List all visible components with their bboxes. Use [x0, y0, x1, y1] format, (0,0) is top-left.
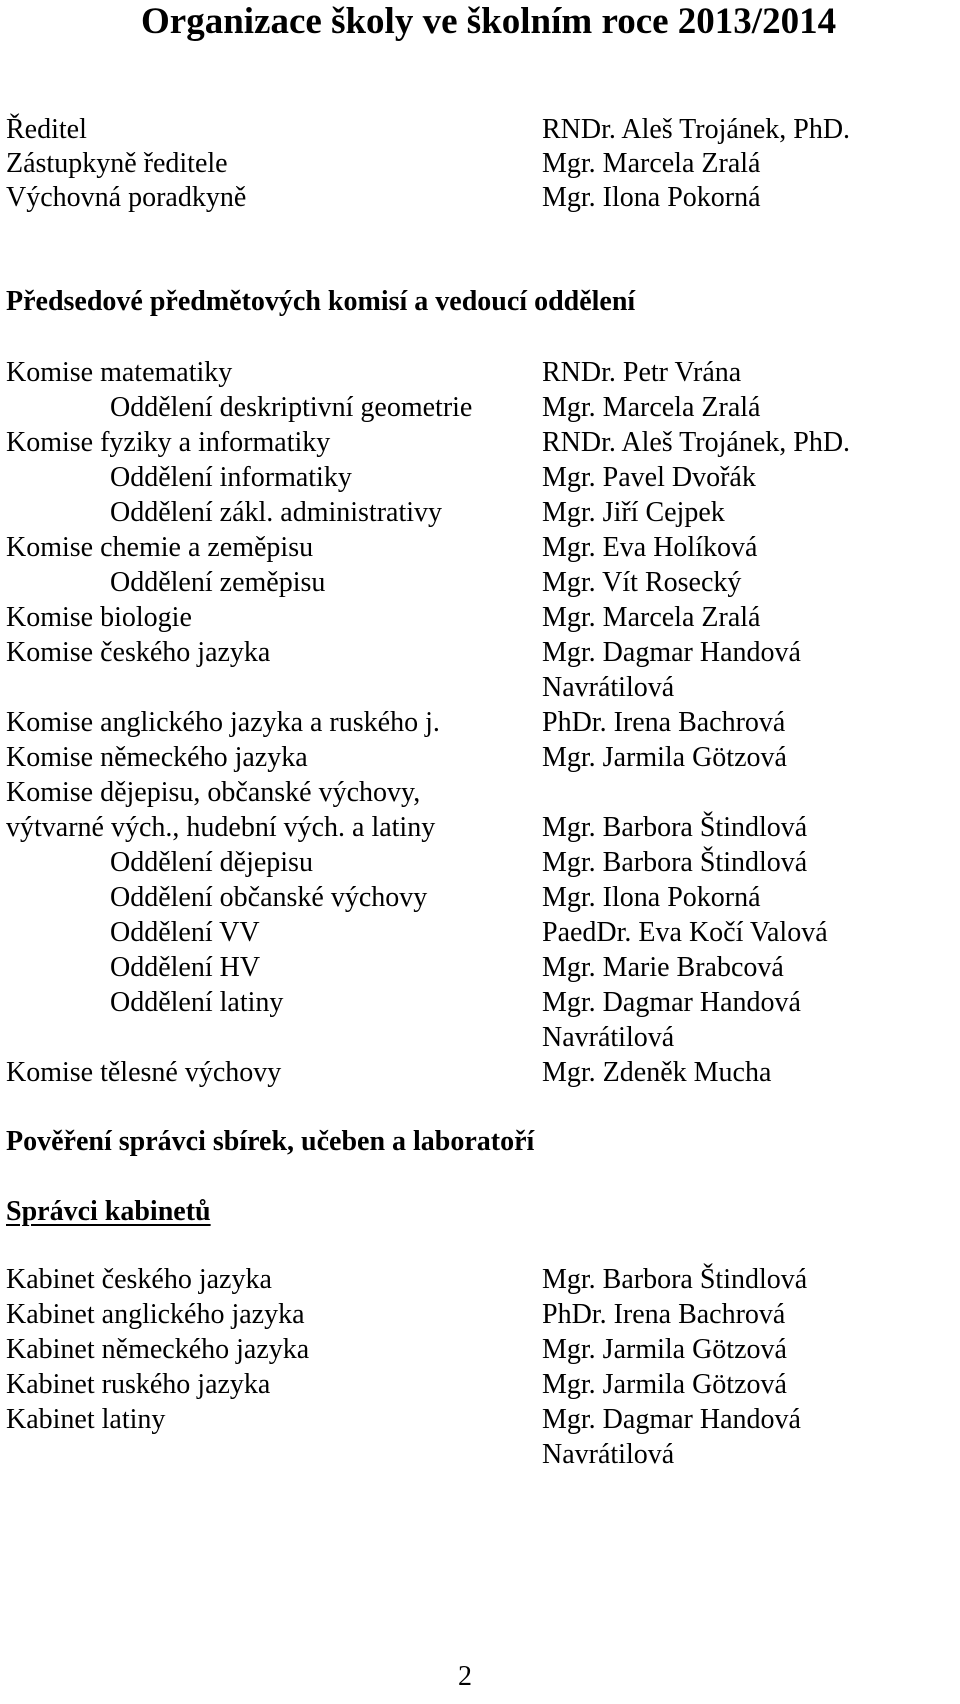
committee-name: Mgr. Marie Brabcová	[542, 952, 784, 983]
department-label: Oddělení zeměpisu	[110, 567, 326, 598]
committee-label: Komise chemie a zeměpisu	[6, 532, 314, 563]
committee-name: Mgr. Vít Rosecký	[542, 567, 742, 598]
cabinet-name: Mgr. Jarmila Götzová	[542, 1334, 787, 1365]
committee-name: Mgr. Marcela Zralá	[542, 392, 761, 423]
cabinet-label: Kabinet německého jazyka	[6, 1334, 310, 1365]
cabinets-heading: Správci kabinetů	[6, 1196, 211, 1227]
page-number: 2	[458, 1661, 472, 1692]
cabinet-name: Mgr. Barbora Štindlová	[542, 1264, 808, 1295]
department-label: Oddělení občanské výchovy	[110, 882, 428, 913]
committee-name: Mgr. Jiří Cejpek	[542, 497, 725, 528]
cabinet-label: Kabinet ruského jazyka	[6, 1369, 271, 1400]
department-label: Oddělení VV	[110, 917, 260, 948]
cabinet-name: Mgr. Dagmar Handová	[542, 1404, 801, 1435]
role-name: RNDr. Aleš Trojánek, PhD.	[542, 114, 851, 145]
cabinet-label: Kabinet anglického jazyka	[6, 1299, 305, 1330]
department-label: Oddělení zákl. administrativy	[110, 497, 443, 528]
department-label: Oddělení dějepisu	[110, 847, 313, 878]
department-label: Oddělení informatiky	[110, 462, 352, 493]
committee-name: Mgr. Ilona Pokorná	[542, 882, 761, 913]
committee-name: Mgr. Marcela Zralá	[542, 602, 761, 633]
collections-heading: Pověření správci sbírek, učeben a laboratoří	[6, 1126, 535, 1157]
cabinet-name-continued: Navrátilová	[542, 1439, 675, 1470]
cabinet-label: Kabinet latiny	[6, 1404, 166, 1435]
committee-name: PhDr. Irena Bachrová	[542, 707, 786, 738]
department-label: Oddělení HV	[110, 952, 261, 983]
role-label: Zástupkyně ředitele	[6, 148, 228, 179]
role-label: Výchovná poradkyně	[6, 182, 247, 213]
cabinet-name: PhDr. Irena Bachrová	[542, 1299, 786, 1330]
committee-name: RNDr. Aleš Trojánek, PhD.	[542, 427, 851, 458]
committee-name: Mgr. Dagmar Handová	[542, 637, 801, 668]
committee-name-continued: Navrátilová	[542, 1022, 675, 1053]
committee-label: Komise německého jazyka	[6, 742, 308, 773]
committee-label: Komise biologie	[6, 602, 192, 633]
committee-label-continued: výtvarné vých., hudební vých. a latiny	[6, 812, 436, 843]
department-label: Oddělení deskriptivní geometrie	[110, 392, 473, 423]
role-label: Ředitel	[6, 114, 87, 145]
role-name: Mgr. Marcela Zralá	[542, 148, 761, 179]
committee-name: Mgr. Eva Holíková	[542, 532, 758, 563]
department-label: Oddělení latiny	[110, 987, 284, 1018]
committee-label: Komise matematiky	[6, 357, 233, 388]
committee-label: Komise anglického jazyka a ruského j.	[6, 707, 440, 738]
committee-name: Mgr. Barbora Štindlová	[542, 812, 808, 843]
committee-label: Komise tělesné výchovy	[6, 1057, 282, 1088]
cabinet-name: Mgr. Jarmila Götzová	[542, 1369, 787, 1400]
cabinet-label: Kabinet českého jazyka	[6, 1264, 272, 1295]
committee-label: Komise fyziky a informatiky	[6, 427, 331, 458]
committee-name: PaedDr. Eva Kočí Valová	[542, 917, 828, 948]
committee-name: Mgr. Zdeněk Mucha	[542, 1057, 772, 1088]
committee-label: Komise českého jazyka	[6, 637, 271, 668]
committees-heading: Předsedové předmětových komisí a vedoucí oddělení	[6, 286, 636, 317]
committee-name: Mgr. Jarmila Götzová	[542, 742, 787, 773]
committee-label: Komise dějepisu, občanské výchovy,	[6, 777, 421, 808]
committee-name: Mgr. Pavel Dvořák	[542, 462, 756, 493]
committee-name: Mgr. Dagmar Handová	[542, 987, 801, 1018]
committee-name-continued: Navrátilová	[542, 672, 675, 703]
page-title: Organizace školy ve školním roce 2013/2014	[141, 1, 837, 42]
role-name: Mgr. Ilona Pokorná	[542, 182, 761, 213]
committee-name: RNDr. Petr Vrána	[542, 357, 742, 388]
committee-name: Mgr. Barbora Štindlová	[542, 847, 808, 878]
